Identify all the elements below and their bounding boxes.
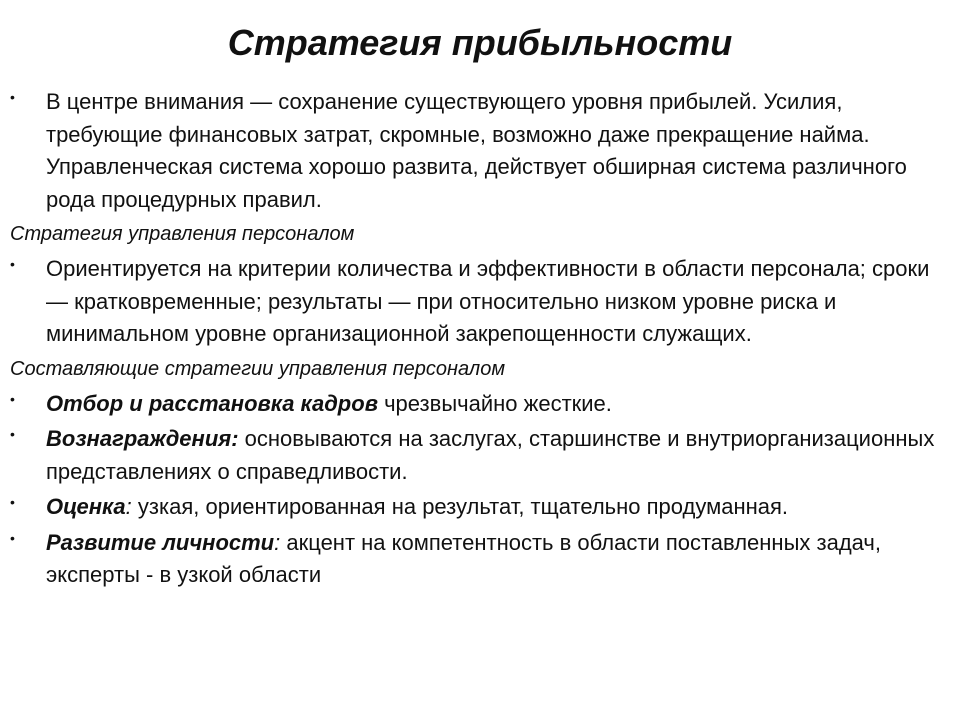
slide-title: Стратегия прибыльности	[227, 22, 733, 63]
bullet-term: Отбор и расстановка кадров	[46, 390, 378, 416]
section-heading-hr-components: Составляющие стратегии управления персоналом	[10, 357, 506, 380]
bullet-text: акцент на компетентность в области поставленных задач, эксперты - в узкой области	[46, 529, 881, 587]
bullet-text: узкая, ориентированная на результат, тщательно продуманная.	[131, 494, 789, 519]
bullet-dot-icon: •	[10, 390, 15, 407]
section-heading-hr-strategy: Стратегия управления персоналом	[10, 223, 355, 245]
bullet-term: Развитие личности	[46, 529, 275, 555]
slide-content	[10, 86, 950, 592]
bullet-evaluation	[10, 491, 950, 524]
bullet-term-suffix: :	[274, 529, 281, 555]
bullet-text: В центре внимания — сохранение существующего уровня прибылей. Усилия, требующие финансовых затрат, скромные, возможно даже прекращение найма. Управленческая система хорошо развита, действует обширная система различного рода процедурных правил.	[46, 89, 907, 212]
bullet-dot-icon: •	[10, 426, 15, 442]
bullet-dot-icon: •	[10, 256, 15, 272]
bullet-term: Вознаграждения:	[46, 426, 239, 451]
bullet-rewards	[10, 423, 950, 488]
bullet-term: Оценка	[46, 494, 126, 519]
bullet-profit-focus	[10, 86, 950, 216]
bullet-text: основываются на заслугах, старшинстве и внутриорганизационных представлениях о справедливости.	[46, 426, 935, 484]
bullet-text: чрезвычайно жесткие.	[377, 390, 612, 416]
bullet-hr-criteria	[10, 253, 950, 351]
bullet-dot-icon: •	[10, 494, 15, 510]
bullet-dot-icon: •	[10, 529, 15, 546]
bullet-dot-icon: •	[10, 89, 15, 105]
bullet-text: Ориентируется на критерии количества и эффективности в области персонала; сроки — кратковременные; результаты — при относительно низком уровне риска и минимальном уровне организационной закрепощенности служащих.	[46, 256, 930, 346]
bullet-selection	[10, 388, 950, 421]
bullet-term-suffix: :	[125, 494, 132, 519]
bullet-development	[10, 527, 950, 592]
